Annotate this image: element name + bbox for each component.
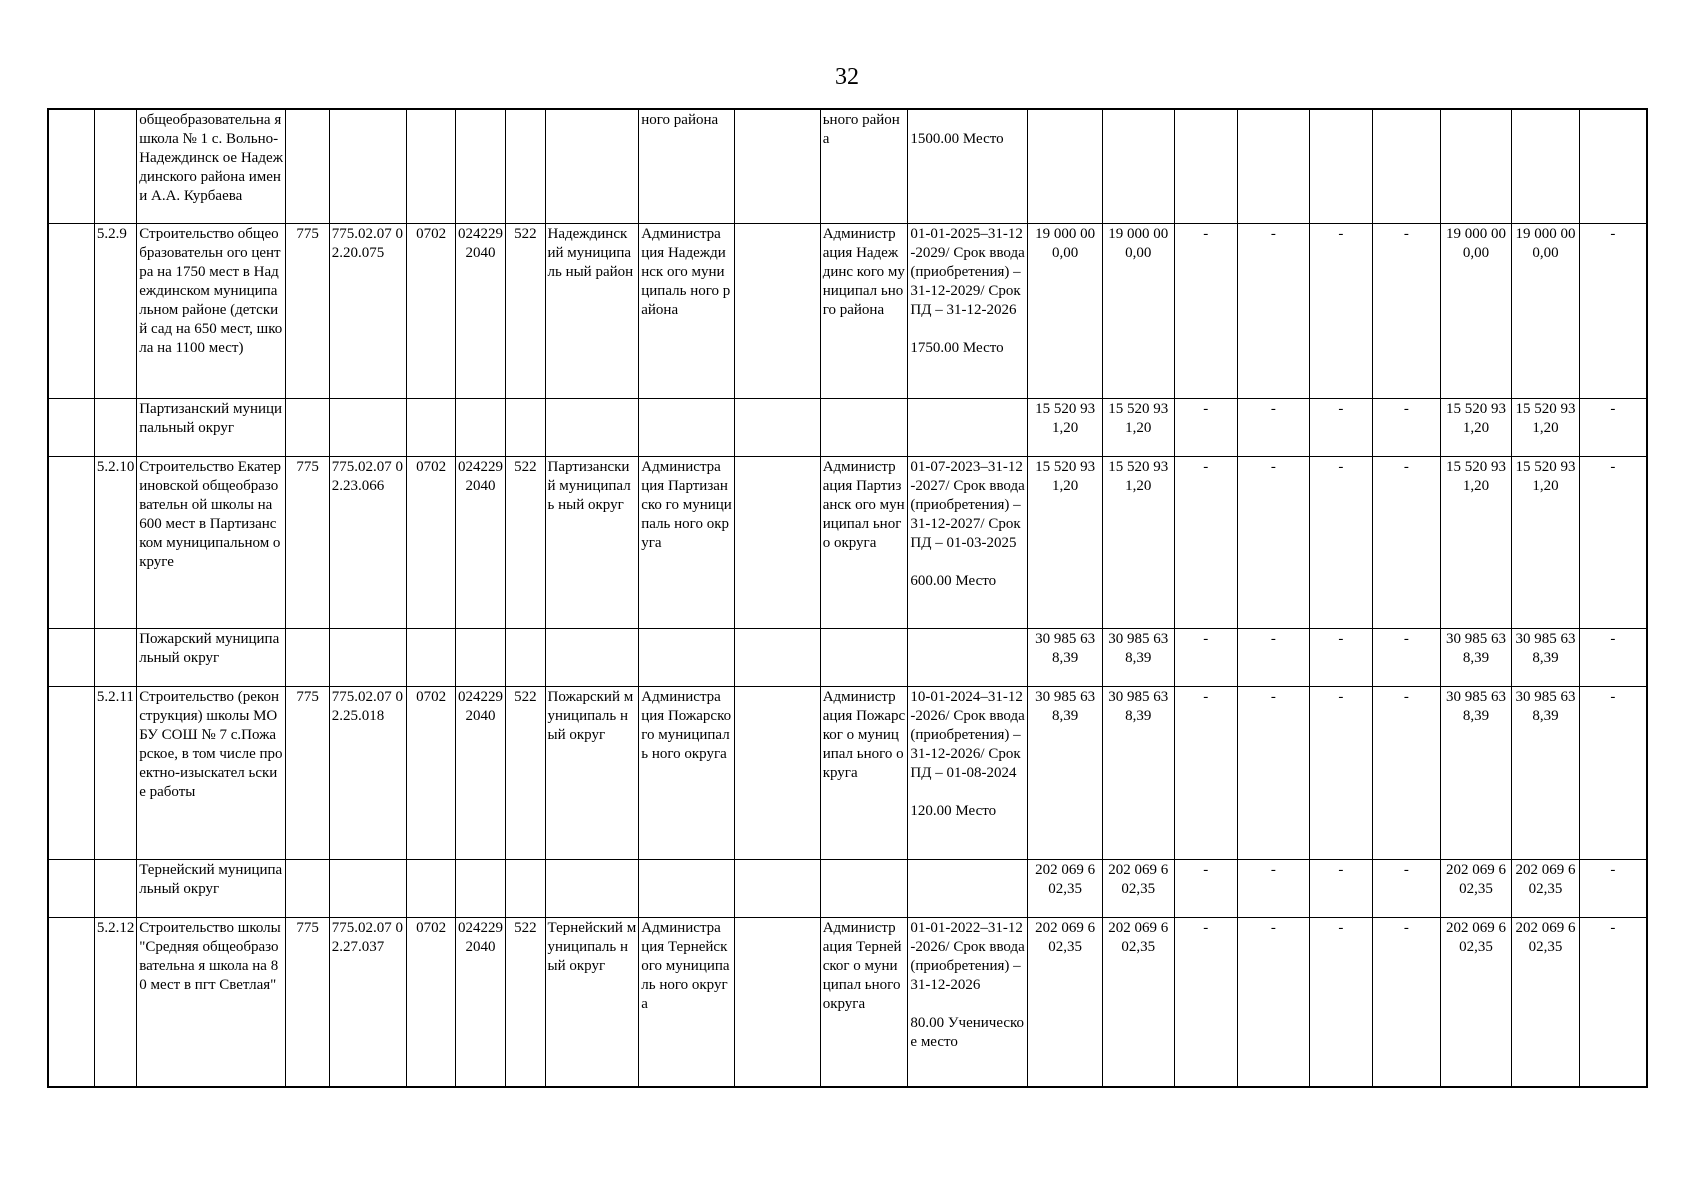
cell-csr: 024229 2040 <box>455 223 505 398</box>
cell-value: - <box>1309 628 1373 686</box>
cell-rz: 0702 <box>407 223 455 398</box>
cell-value: - <box>1174 223 1238 398</box>
cell-rz: 0702 <box>407 456 455 628</box>
cell-name: Тернейский муниципальный округ <box>137 859 286 917</box>
cell-value: 30 985 63 8,39 <box>1102 686 1174 859</box>
cell-num <box>94 109 136 223</box>
table-body <box>48 109 1647 1087</box>
cell-rz: 0702 <box>407 686 455 859</box>
cell-value: 19 000 00 0,00 <box>1512 223 1580 398</box>
cell-value: 15 520 93 1,20 <box>1028 398 1103 456</box>
cell-value: 15 520 93 1,20 <box>1028 456 1103 628</box>
cell-value: - <box>1373 398 1441 456</box>
cell-name: Пожарский муниципальный округ <box>137 628 286 686</box>
cell-name: Строительство школы "Средняя общеобразовательна я школа на 80 мест в пгт Светлая" <box>137 917 286 1087</box>
cell-num: 5.2.12 <box>94 917 136 1087</box>
table-row <box>48 456 1647 628</box>
table-row <box>48 109 1647 223</box>
cell-code: 775.02.07 02.23.066 <box>329 456 407 628</box>
cell-value: - <box>1579 686 1647 859</box>
cell-value: - <box>1309 686 1373 859</box>
cell-value: - <box>1373 456 1441 628</box>
cell-value: - <box>1174 686 1238 859</box>
cell-value: - <box>1238 223 1310 398</box>
cell-csr: 024229 2040 <box>455 686 505 859</box>
table-row <box>48 917 1647 1087</box>
cell-value: 30 985 63 8,39 <box>1512 686 1580 859</box>
cell-value: 30 985 63 8,39 <box>1440 686 1512 859</box>
cell-customer: Администр ация Пожарског о муниципал ьного округа <box>820 686 908 859</box>
cell-period: 10-01-2024–31-12-2026/ Срок ввода (приобретения) – 31-12-2026/ Срок ПД – 01-08-2024 120.00 Место <box>908 686 1028 859</box>
cell-value: 202 069 6 02,35 <box>1102 859 1174 917</box>
cell-value: 202 069 6 02,35 <box>1102 917 1174 1087</box>
cell-value: 19 000 00 0,00 <box>1028 223 1103 398</box>
cell-value: - <box>1373 859 1441 917</box>
cell-value: - <box>1174 628 1238 686</box>
cell-csr: 024229 2040 <box>455 917 505 1087</box>
cell-extra <box>735 917 821 1087</box>
cell-value: 30 985 63 8,39 <box>1512 628 1580 686</box>
cell-grbs: 775 <box>286 456 329 628</box>
cell-num: 5.2.9 <box>94 223 136 398</box>
cell-name: общеобразовательна я школа № 1 с. Вольно-Надеждинск ое Надеждинского района имени А.А. Курбаева <box>137 109 286 223</box>
cell-value: - <box>1373 686 1441 859</box>
table-row <box>48 223 1647 398</box>
cell-grbs: 775 <box>286 223 329 398</box>
cell-value: - <box>1238 628 1310 686</box>
cell-value: 30 985 63 8,39 <box>1440 628 1512 686</box>
cell-blank <box>48 109 94 223</box>
cell-customer: Администр ация Партизанск ого муниципал ьного округа <box>820 456 908 628</box>
cell-name: Строительство (реконструкция) школы МОБУ СОШ № 7 с.Пожарское, в том числе проектно-изыскател ьские работы <box>137 686 286 859</box>
cell-value: - <box>1174 398 1238 456</box>
cell-value: - <box>1579 223 1647 398</box>
cell-vr: 522 <box>506 223 545 398</box>
cell-value: 30 985 63 8,39 <box>1028 686 1103 859</box>
cell-value: - <box>1579 917 1647 1087</box>
cell-period: 01-01-2025–31-12-2029/ Срок ввода (приобретения) – 31-12-2029/ Срок ПД – 31-12-2026 1750.00 Место <box>908 223 1028 398</box>
cell-vr: 522 <box>506 917 545 1087</box>
cell-value: - <box>1309 456 1373 628</box>
cell-customer: ьного района <box>820 109 908 223</box>
cell-value: - <box>1174 456 1238 628</box>
cell-value: - <box>1309 859 1373 917</box>
cell-value: 202 069 6 02,35 <box>1512 917 1580 1087</box>
cell-csr: 024229 2040 <box>455 456 505 628</box>
cell-period: 01-07-2023–31-12-2027/ Срок ввода (приобретения) – 31-12-2027/ Срок ПД – 01-03-2025 600.00 Место <box>908 456 1028 628</box>
cell-value: 30 985 63 8,39 <box>1102 628 1174 686</box>
cell-name: Партизанский муниципальный округ <box>137 398 286 456</box>
cell-extra <box>735 456 821 628</box>
cell-value: - <box>1238 686 1310 859</box>
cell-value: - <box>1309 223 1373 398</box>
cell-value: 15 520 93 1,20 <box>1102 398 1174 456</box>
cell-value: - <box>1174 917 1238 1087</box>
cell-name: Строительство Екатериновской общеобразовательн ой школы на 600 мест в Партизанском муниципальном округе <box>137 456 286 628</box>
cell-administrator: Администра ция Тернейского муниципаль ного округа <box>639 917 735 1087</box>
cell-value: 15 520 93 1,20 <box>1102 456 1174 628</box>
cell-value: - <box>1238 398 1310 456</box>
cell-municipality: Надеждинск ий муниципаль ный район <box>545 223 639 398</box>
table-row <box>48 859 1647 917</box>
cell-value: 30 985 63 8,39 <box>1028 628 1103 686</box>
cell-value: 202 069 6 02,35 <box>1440 917 1512 1087</box>
cell-value: 15 520 93 1,20 <box>1440 398 1512 456</box>
cell-value: - <box>1238 456 1310 628</box>
cell-grbs: 775 <box>286 917 329 1087</box>
page-number: 32 <box>835 64 859 90</box>
table-row <box>48 628 1647 686</box>
cell-municipality: Партизански й муниципаль ный округ <box>545 456 639 628</box>
cell-municipality: Пожарский муниципаль ный округ <box>545 686 639 859</box>
cell-administrator: Администра ция Пожарского муниципаль ного округа <box>639 686 735 859</box>
table-row <box>48 686 1647 859</box>
cell-vr: 522 <box>506 686 545 859</box>
cell-value: 15 520 93 1,20 <box>1512 456 1580 628</box>
cell-municipality: Тернейский муниципаль ный округ <box>545 917 639 1087</box>
cell-period: 1500.00 Место <box>908 109 1028 223</box>
cell-rz: 0702 <box>407 917 455 1087</box>
cell-value: - <box>1579 398 1647 456</box>
cell-administrator: Администра ция Партизанско го муниципаль ного округа <box>639 456 735 628</box>
cell-code: 775.02.07 02.25.018 <box>329 686 407 859</box>
cell-value: 15 520 93 1,20 <box>1512 398 1580 456</box>
cell-extra <box>735 686 821 859</box>
cell-value: - <box>1309 917 1373 1087</box>
cell-value: - <box>1373 917 1441 1087</box>
cell-num: 5.2.11 <box>94 686 136 859</box>
cell-customer: Администр ация Тернейског о муниципал ьного округа <box>820 917 908 1087</box>
cell-customer: Администр ация Надеждинс кого муниципал ьного района <box>820 223 908 398</box>
cell-num: 5.2.10 <box>94 456 136 628</box>
cell-code: 775.02.07 02.20.075 <box>329 223 407 398</box>
cell-value: 15 520 93 1,20 <box>1440 456 1512 628</box>
budget-table <box>47 108 1648 1088</box>
cell-extra <box>735 223 821 398</box>
cell-grbs: 775 <box>286 686 329 859</box>
cell-value: 19 000 00 0,00 <box>1440 223 1512 398</box>
cell-value: 202 069 6 02,35 <box>1512 859 1580 917</box>
cell-value: - <box>1579 628 1647 686</box>
table-row <box>48 398 1647 456</box>
cell-value: - <box>1174 859 1238 917</box>
cell-value: 19 000 00 0,00 <box>1102 223 1174 398</box>
cell-value: - <box>1579 859 1647 917</box>
cell-value: 202 069 6 02,35 <box>1028 859 1103 917</box>
cell-administrator: Администра ция Надеждинск ого муниципаль ного района <box>639 223 735 398</box>
cell-period: 01-01-2022–31-12-2026/ Срок ввода (приобретения) – 31-12-2026 80.00 Ученическое место <box>908 917 1028 1087</box>
cell-value: - <box>1579 456 1647 628</box>
cell-value: - <box>1373 223 1441 398</box>
cell-value: 202 069 6 02,35 <box>1440 859 1512 917</box>
cell-vr: 522 <box>506 456 545 628</box>
cell-value: - <box>1373 628 1441 686</box>
cell-code: 775.02.07 02.27.037 <box>329 917 407 1087</box>
cell-value: - <box>1238 859 1310 917</box>
cell-name: Строительство общеобразовательн ого центра на 1750 мест в Надеждинском муниципальном районе (детский сад на 650 мест, школа на 1100 мест) <box>137 223 286 398</box>
cell-administrator: ного района <box>639 109 735 223</box>
cell-value: - <box>1238 917 1310 1087</box>
cell-value: - <box>1309 398 1373 456</box>
cell-value: 202 069 6 02,35 <box>1028 917 1103 1087</box>
